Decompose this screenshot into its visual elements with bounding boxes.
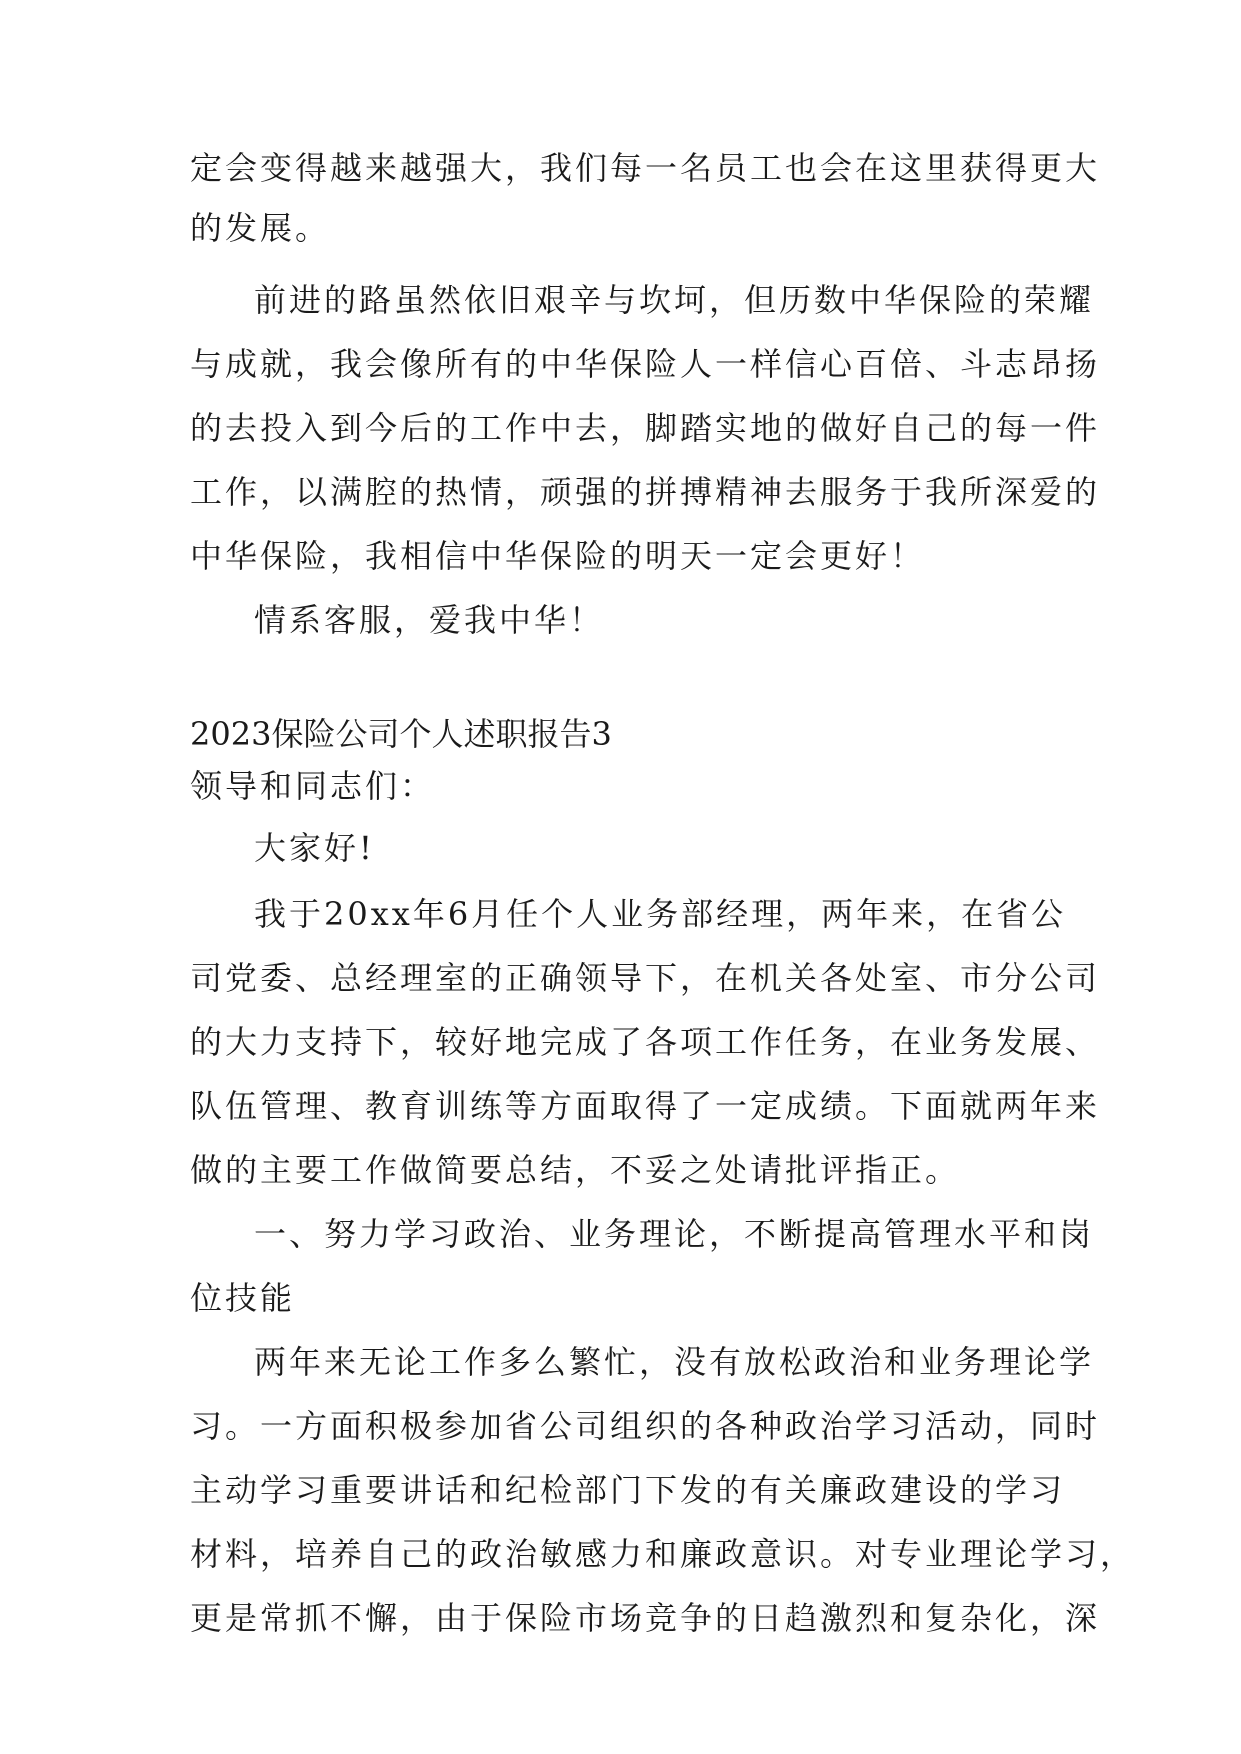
subheading-line: 一、努力学习政治、业务理论，不断提高管理水平和岗 — [254, 1215, 1095, 1253]
paragraph-line: 与成就，我会像所有的中华保险人一样信心百倍、斗志昂扬 — [190, 345, 1101, 383]
paragraph-line: 两年来无论工作多么繁忙，没有放松政治和业务理论学 — [254, 1343, 1095, 1381]
paragraph-line: 习。一方面积极参加省公司组织的各种政治学习活动，同时 — [190, 1407, 1101, 1445]
paragraph-line: 情系客服，爱我中华！ — [254, 601, 605, 639]
section-title: 2023保险公司个人述职报告3 — [190, 715, 612, 753]
paragraph-line: 做的主要工作做简要总结，不妥之处请批评指正。 — [190, 1151, 961, 1189]
paragraph-line: 定会变得越来越强大，我们每一名员工也会在这里获得更大 — [190, 149, 1101, 187]
subheading-line: 位技能 — [190, 1279, 296, 1317]
paragraph-line: 司党委、总经理室的正确领导下，在机关各处室、市分公司 — [190, 959, 1101, 997]
paragraph-line: 队伍管理、教育训练等方面取得了一定成绩。下面就两年来 — [190, 1087, 1101, 1125]
paragraph-line: 的发展。 — [190, 209, 331, 247]
greeting: 大家好! — [254, 829, 375, 867]
paragraph-line: 工作，以满腔的热情，顽强的拼搏精神去服务于我所深爱的 — [190, 473, 1101, 511]
paragraph-line: 的大力支持下，较好地完成了各项工作任务，在业务发展、 — [190, 1023, 1101, 1061]
paragraph-line: 材料，培养自己的政治敏感力和廉政意识。对专业理论学习， — [190, 1535, 1136, 1573]
paragraph-line: 的去投入到今后的工作中去，脚踏实地的做好自己的每一件 — [190, 409, 1101, 447]
paragraph-line: 更是常抓不懈，由于保险市场竞争的日趋激烈和复杂化，深 — [190, 1599, 1101, 1637]
paragraph-line: 前进的路虽然依旧艰辛与坎坷，但历数中华保险的荣耀 — [254, 281, 1095, 319]
paragraph-line: 我于20xx年6月任个人业务部经理，两年来，在省公 — [254, 895, 1067, 933]
paragraph-line: 中华保险，我相信中华保险的明天一定会更好！ — [190, 537, 926, 575]
salutation: 领导和同志们： — [190, 767, 436, 805]
paragraph-line: 主动学习重要讲话和纪检部门下发的有关廉政建设的学习 — [190, 1471, 1066, 1509]
